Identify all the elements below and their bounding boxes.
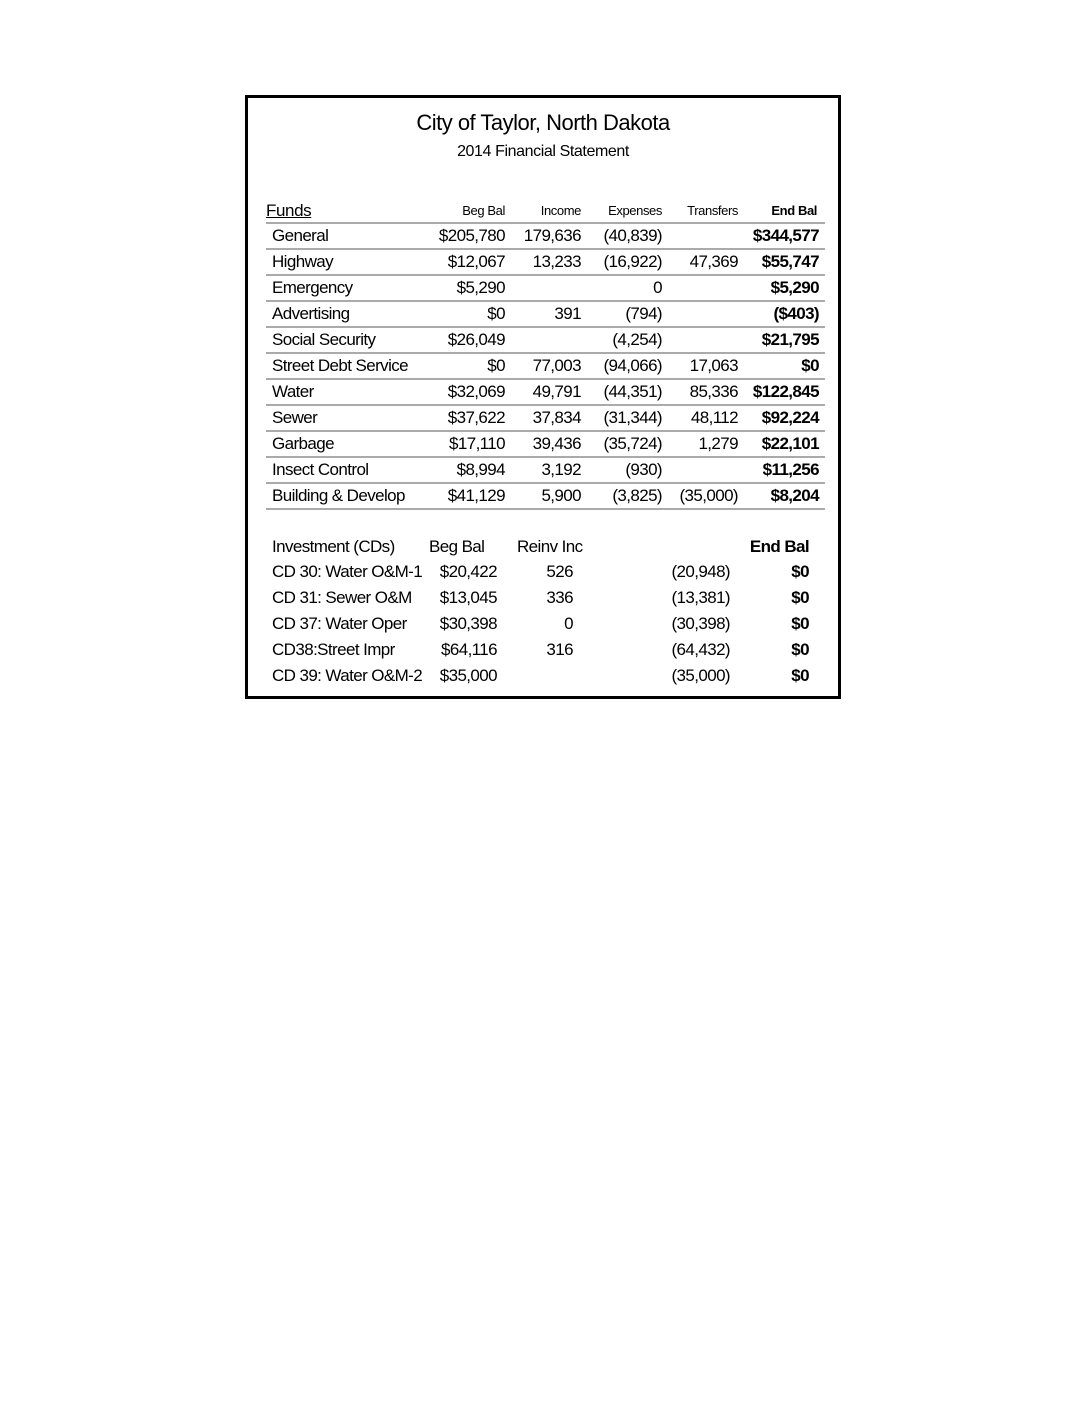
funds-header-end-bal: End Bal <box>746 196 825 223</box>
table-row <box>266 457 825 483</box>
table-row <box>266 275 825 301</box>
fund-end-bal: $8,204 <box>746 483 825 509</box>
investments-body <box>272 559 817 689</box>
fund-expenses: (40,839) <box>589 223 670 249</box>
table-row <box>266 301 825 327</box>
cd-beg-bal: $64,116 <box>441 640 497 659</box>
investments-header-name: Investment (CDs) <box>272 536 395 556</box>
cd-blank <box>581 559 662 585</box>
fund-expenses: 0 <box>589 275 670 301</box>
fund-end-bal: $122,845 <box>746 379 825 405</box>
table-row <box>272 585 817 611</box>
fund-name: Water <box>266 379 429 405</box>
fund-transfers <box>670 275 746 301</box>
fund-income: 179,636 <box>513 223 589 249</box>
fund-expenses: (16,922) <box>589 249 670 275</box>
investments-header-row <box>272 534 817 559</box>
fund-income: 77,003 <box>513 353 589 379</box>
table-row <box>272 637 817 663</box>
fund-beg-bal: $41,129 <box>429 483 513 509</box>
funds-header-row <box>266 196 825 223</box>
fund-expenses: (3,825) <box>589 483 670 509</box>
fund-transfers <box>670 327 746 353</box>
table-row <box>272 611 817 637</box>
fund-beg-bal: $0 <box>429 353 513 379</box>
fund-transfers: 47,369 <box>670 249 746 275</box>
statement-subtitle: 2014 Financial Statement <box>457 143 629 160</box>
table-row <box>266 405 825 431</box>
fund-income <box>513 275 589 301</box>
cd-beg-bal: $35,000 <box>439 666 497 685</box>
cd-transfer: (35,000) <box>671 666 730 685</box>
cd-name: CD38:Street Impr <box>272 640 395 659</box>
fund-beg-bal: $37,622 <box>429 405 513 431</box>
fund-income: 3,192 <box>513 457 589 483</box>
fund-transfers <box>670 457 746 483</box>
cd-blank <box>581 637 662 663</box>
investments-table <box>272 534 817 689</box>
fund-beg-bal: $12,067 <box>429 249 513 275</box>
fund-expenses: (44,351) <box>589 379 670 405</box>
fund-name: Garbage <box>266 431 429 457</box>
fund-name: Social Security <box>266 327 429 353</box>
fund-income: 49,791 <box>513 379 589 405</box>
cd-end-bal: $0 <box>791 640 809 659</box>
cd-reinv-inc: 316 <box>546 640 573 659</box>
table-row <box>266 249 825 275</box>
cd-reinv-inc: 336 <box>546 588 573 607</box>
cd-blank <box>581 663 662 689</box>
fund-end-bal: $92,224 <box>746 405 825 431</box>
fund-beg-bal: $17,110 <box>429 431 513 457</box>
cd-beg-bal: $13,045 <box>439 588 497 607</box>
fund-beg-bal: $26,049 <box>429 327 513 353</box>
fund-name: General <box>266 223 429 249</box>
fund-expenses: (35,724) <box>589 431 670 457</box>
fund-end-bal: $11,256 <box>746 457 825 483</box>
cd-name: CD 30: Water O&M-1 <box>272 562 423 581</box>
fund-transfers <box>670 223 746 249</box>
fund-end-bal: $0 <box>746 353 825 379</box>
funds-header-beg-bal: Beg Bal <box>429 196 513 223</box>
fund-expenses: (4,254) <box>589 327 670 353</box>
fund-end-bal: $5,290 <box>746 275 825 301</box>
cd-transfer: (64,432) <box>671 640 730 659</box>
fund-name: Sewer <box>266 405 429 431</box>
fund-beg-bal: $32,069 <box>429 379 513 405</box>
fund-name: Highway <box>266 249 429 275</box>
investments-header-reinv-inc: Reinv Inc <box>517 536 583 556</box>
cd-blank <box>581 611 662 637</box>
cd-beg-bal: $30,398 <box>439 614 497 633</box>
fund-expenses: (794) <box>589 301 670 327</box>
cd-name: CD 37: Water Oper <box>272 614 407 633</box>
fund-income: 13,233 <box>513 249 589 275</box>
fund-name: Insect Control <box>266 457 429 483</box>
fund-end-bal: $21,795 <box>746 327 825 353</box>
table-row <box>266 379 825 405</box>
cd-reinv-inc: 526 <box>546 562 573 581</box>
fund-transfers: 85,336 <box>670 379 746 405</box>
funds-header-income: Income <box>513 196 589 223</box>
table-row <box>266 483 825 509</box>
fund-transfers: 17,063 <box>670 353 746 379</box>
fund-income: 37,834 <box>513 405 589 431</box>
cd-reinv-inc <box>505 663 581 689</box>
funds-table <box>266 196 825 510</box>
fund-transfers <box>670 301 746 327</box>
table-row <box>272 559 817 585</box>
investments-header-beg-bal: Beg Bal <box>429 536 485 556</box>
statement-title: City of Taylor, North Dakota <box>416 110 670 135</box>
fund-transfers: 1,279 <box>670 431 746 457</box>
fund-income: 5,900 <box>513 483 589 509</box>
fund-end-bal: $55,747 <box>746 249 825 275</box>
cd-end-bal: $0 <box>791 588 809 607</box>
fund-expenses: (31,344) <box>589 405 670 431</box>
fund-expenses: (930) <box>589 457 670 483</box>
funds-body <box>266 223 825 509</box>
fund-income: 39,436 <box>513 431 589 457</box>
table-row <box>266 431 825 457</box>
cd-transfer: (13,381) <box>671 588 730 607</box>
fund-transfers: 48,112 <box>670 405 746 431</box>
cd-end-bal: $0 <box>791 562 809 581</box>
cd-blank <box>581 585 662 611</box>
cd-transfer: (20,948) <box>671 562 730 581</box>
fund-name: Emergency <box>266 275 429 301</box>
financial-statement-frame <box>245 95 841 699</box>
investments-header-end-bal: End Bal <box>749 536 809 556</box>
table-row <box>272 663 817 689</box>
cd-end-bal: $0 <box>791 614 809 633</box>
cd-name: CD 31: Sewer O&M <box>272 588 412 607</box>
cd-name: CD 39: Water O&M-2 <box>272 666 423 685</box>
fund-beg-bal: $5,290 <box>429 275 513 301</box>
table-row <box>266 223 825 249</box>
table-row <box>266 353 825 379</box>
funds-header-transfers: Transfers <box>670 196 746 223</box>
fund-beg-bal: $0 <box>429 301 513 327</box>
fund-income <box>513 327 589 353</box>
fund-income: 391 <box>513 301 589 327</box>
fund-end-bal: ($403) <box>746 301 825 327</box>
investments-header-blank <box>581 534 662 559</box>
fund-name: Advertising <box>266 301 429 327</box>
fund-transfers: (35,000) <box>670 483 746 509</box>
cd-transfer: (30,398) <box>671 614 730 633</box>
fund-beg-bal: $205,780 <box>429 223 513 249</box>
table-row <box>266 327 825 353</box>
cd-reinv-inc: 0 <box>564 614 573 633</box>
funds-header-name: Funds <box>266 196 429 223</box>
fund-beg-bal: $8,994 <box>429 457 513 483</box>
cd-beg-bal: $20,422 <box>439 562 497 581</box>
fund-end-bal: $344,577 <box>746 223 825 249</box>
investments-header-blank <box>662 534 738 559</box>
fund-name: Building & Develop <box>266 483 429 509</box>
fund-name: Street Debt Service <box>266 353 429 379</box>
fund-expenses: (94,066) <box>589 353 670 379</box>
cd-end-bal: $0 <box>791 666 809 685</box>
fund-end-bal: $22,101 <box>746 431 825 457</box>
funds-header-expenses: Expenses <box>589 196 670 223</box>
